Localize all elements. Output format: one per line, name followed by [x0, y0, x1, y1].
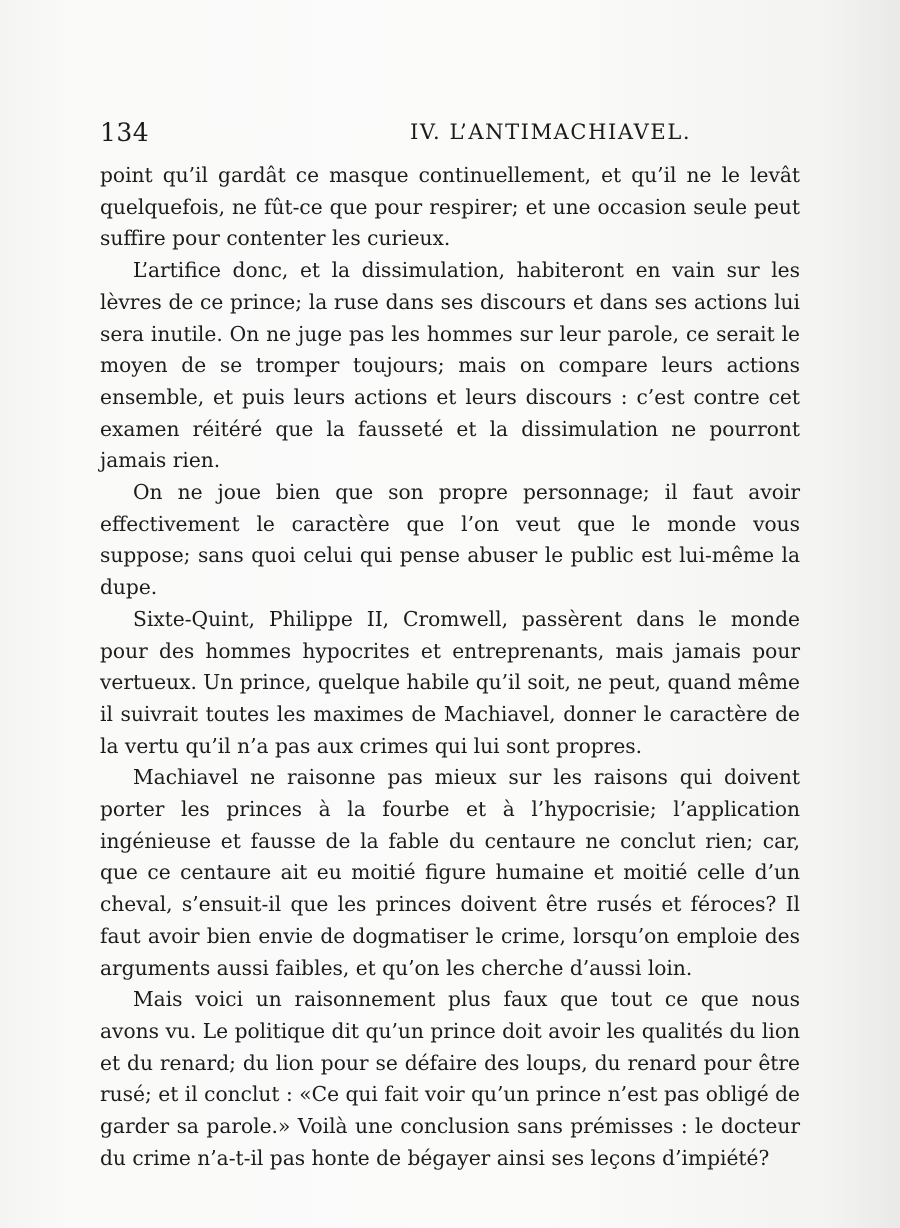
paragraph: Machiavel ne raisonne pas mieux sur les raisons qui doivent porter les princes à la fourbe et à l’hypocrisie; l’application ingénieuse et fausse de la fable du centaure ne conclut rien; car, que ce centaure ait eu moitié figure humaine et moitié celle d’un cheval, s’ensuit-il que les princes doivent être rusés et féroces? Il faut avoir bien envie de dogmatiser le crime, lorsqu’on emploie des arguments aussi faibles, et qu’on les cherche d’aussi loin. — [100, 765, 800, 980]
paragraph: On ne joue bien que son propre personnage; il faut avoir effectivement le caractère que l’on veut que le monde vous suppose; sans quoi celui qui pense abuser le public est lui-même la dupe. — [100, 480, 800, 600]
paragraph: point qu’il gardât ce masque continuellement, et qu’il ne le levât quelquefois, ne fût-ce que pour respirer; et une occasion seule peut suffire pour contenter les curieux. — [100, 163, 800, 251]
paragraph: Mais voici un raisonnement plus faux que tout ce que nous avons vu. Le politique dit qu’un prince doit avoir les qualités du lion et du renard; du lion pour se défaire des loups, du renard pour être rusé; et il conclut : «Ce qui fait voir qu’un prince n’est pas obligé de garder sa parole.» Voilà une conclusion sans prémisses : le docteur du crime n’a-t-il pas honte de bégayer ainsi ses leçons d’impiété? — [100, 987, 800, 1170]
running-head: IV. L’ANTIMACHIAVEL. — [410, 120, 692, 144]
paragraph: L’artifice donc, et la dissimulation, habiteront en vain sur les lèvres de ce prince; la ruse dans ses discours et dans ses actions lui sera inutile. On ne juge pas les hommes sur leur parole, ce serait le moyen de se tromper toujours; mais on compare leurs actions ensemble, et puis leurs actions et leurs discours : c’est contre cet examen réitéré que la fausseté et la dissimulation ne pourront jamais rien. — [100, 258, 800, 473]
paragraph: Sixte-Quint, Philippe II, Cromwell, passèrent dans le monde pour des hommes hypocrites et entreprenants, mais jamais pour vertueux. Un prince, quelque habile qu’il soit, ne peut, quand même il suivrait toutes les maximes de Machiavel, donner le caractère de la vertu qu’il n’a pas aux crimes qui lui sont propres. — [100, 606, 800, 758]
page-number: 134 — [100, 118, 150, 147]
body-text — [100, 160, 800, 1175]
page-header — [100, 118, 800, 154]
